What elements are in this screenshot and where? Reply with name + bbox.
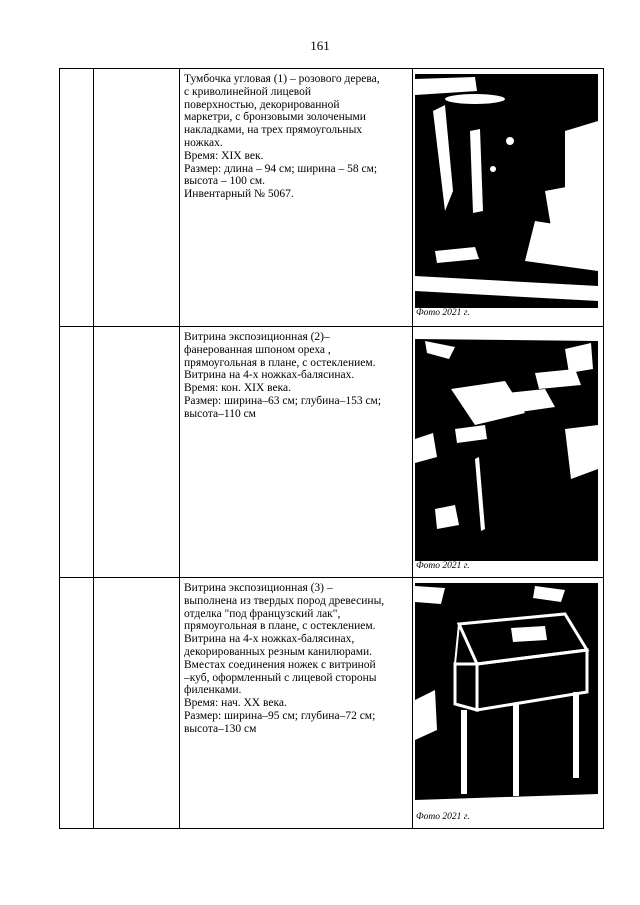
- catalog-table: [59, 68, 604, 829]
- description-line: Витрина на 4-х ножках-балясинах,: [184, 633, 355, 646]
- photo-cell: [413, 578, 604, 829]
- photo-caption: Фото 2021 г.: [416, 561, 470, 571]
- description-line: прямоугольная в плане, с остеклением.: [184, 620, 376, 633]
- item-description: [180, 578, 412, 736]
- description-line: фанерованная шпоном ореха ,: [184, 343, 331, 356]
- photo-frame: [415, 329, 598, 572]
- description-line: Витрина на 4-х ножках-балясинах.: [184, 369, 355, 382]
- number-cell: [60, 578, 94, 829]
- description-line: высота–130 см: [184, 722, 257, 735]
- description-line: Размер: ширина–95 см; глубина–72 см;: [184, 709, 376, 722]
- description-line: высота–110 см: [184, 407, 256, 420]
- description-line: прямоугольная в плане, с остеклением.: [184, 356, 376, 369]
- photo-cell: [413, 327, 604, 578]
- photo-display-case-lacquer: [415, 580, 598, 812]
- photo-caption: Фото 2021 г.: [416, 812, 470, 822]
- table-row: [60, 327, 604, 578]
- photo-corner-cabinet: [415, 71, 598, 308]
- description-line: декорированных резным канилюрами.: [184, 645, 373, 658]
- description-line: маркетри, с бронзовыми золочеными: [184, 111, 366, 124]
- description-cell: [180, 69, 413, 327]
- description-line: Размер: длина – 94 см; ширина – 58 см;: [184, 162, 378, 175]
- description-line: Витрина экспозиционная (3) –: [184, 582, 333, 594]
- table-row: [60, 69, 604, 327]
- number-cell: [60, 69, 94, 327]
- description-line: ножках.: [184, 136, 223, 149]
- name-cell: [94, 327, 180, 578]
- description-line: Время: XIX век.: [184, 149, 264, 162]
- description-line: Инвентарный № 5067.: [184, 188, 294, 201]
- description-cell: [180, 327, 413, 578]
- photo-frame: [415, 580, 598, 823]
- name-cell: [94, 69, 180, 327]
- description-line: –куб, оформленный с лицевой стороны: [184, 671, 377, 684]
- page-number: 161: [310, 38, 330, 53]
- description-line: поверхностью, декорированной: [184, 98, 340, 111]
- description-line: Время: нач. XX века.: [184, 697, 287, 710]
- description-line: отделка "под французский лак",: [184, 607, 341, 620]
- description-line: Тумбочка угловая (1) – розового дерева,: [184, 73, 380, 85]
- description-line: филенками.: [184, 684, 242, 697]
- description-line: Размер: ширина–63 см; глубина–153 см;: [184, 394, 382, 407]
- description-line: накладками, на трех прямоугольных: [184, 124, 363, 137]
- description-line: с криволинейной лицевой: [184, 85, 312, 98]
- table-row: [60, 578, 604, 829]
- item-description: [180, 69, 412, 201]
- description-line: Витрина экспозиционная (2)–: [184, 331, 330, 343]
- photo-caption: Фото 2021 г.: [416, 308, 470, 318]
- photo-cell: [413, 69, 604, 327]
- description-line: высота – 100 см.: [184, 175, 266, 188]
- description-line: Вместах соединения ножек с витриной: [184, 658, 376, 671]
- description-line: выполнена из твердых пород древесины,: [184, 594, 385, 607]
- item-description: [180, 327, 412, 421]
- number-cell: [60, 327, 94, 578]
- photo-frame: [415, 71, 598, 319]
- name-cell: [94, 578, 180, 829]
- description-cell: [180, 578, 413, 829]
- photo-display-case-walnut: [415, 329, 598, 561]
- description-line: Время: кон. XIX века.: [184, 382, 291, 395]
